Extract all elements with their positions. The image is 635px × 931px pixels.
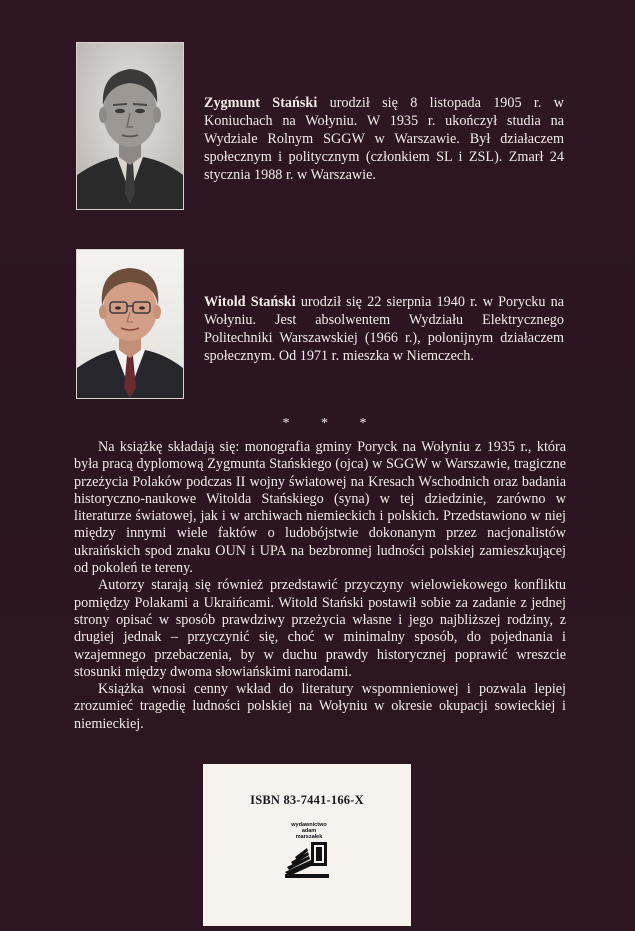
isbn-number: ISBN 83-7441-166-X	[250, 793, 364, 807]
book-description	[74, 439, 566, 733]
author-name-zygmunt: Zygmunt Stański	[204, 95, 318, 111]
description-paragraph-1: Na książkę składają się: monografia gminy Poryck na Wołyniu z 1935 r., która była pracą dyplomową Zygmunta Stańskiego (ojca) w SGGW w Warszawie, tragiczne przeżycia Polaków podczas II wojny światowej na Kresach Wschodnich oraz badania historyczno-naukowe Witolda Stańskiego (syna) w tej dziedzinie, zarówno w literaturze światowej, jak i w archiwach niemieckich i polskich. Przedstawiono w niej między innymi wiele faktów o ludobójstwie dokonanym przez nacjonalistów ukraińskich spod znaku OUN i UPA na bezbronnej ludności polskiej zamieszkującej od pokoleń te tereny.	[74, 439, 566, 577]
isbn-box	[203, 764, 411, 926]
author-bio-zygmunt	[204, 94, 564, 184]
section-separator: * * *	[282, 416, 381, 431]
publisher-logo-line-3: marszałek	[295, 834, 323, 840]
description-paragraph-3: Książka wnosi cenny wkład do literatury wspomnieniowej i pozwala lepiej zrozumieć tragedię ludności polskiej na Wołyniu w okresie okupacji sowieckiej i niemieckiej.	[74, 681, 566, 732]
author-name-witold: Witold Stański	[204, 294, 296, 310]
author-bio-text-witold: urodził się 22 sierpnia 1940 r. w Porycku na Wołyniu. Jest absolwentem Wydziału Elektrycznego Politechniki Warszawskiej (1966 r.), polonijnym działaczem społecznym. Od 1971 r. mieszka w Niemczech.	[204, 294, 564, 364]
author-photo-witold	[76, 249, 184, 399]
publisher-book-icon	[285, 842, 329, 878]
publisher-logo-line-2: adam	[301, 828, 317, 834]
author-bio-witold	[204, 293, 564, 365]
author-photo-zygmunt	[76, 42, 184, 210]
description-paragraph-2: Autorzy starają się również przedstawić przyczyny wielowiekowego konfliktu pomiędzy Polakami a Ukraińcami. Witold Stański postawił sobie za zadanie z jednej strony opisać w sposób prawdziwy przeżycia własne i jego najbliższej rodziny, z drugiej jednak – przyczynić się, choć w minimalny sposób, do pojednania i wzajemnego przebaczenia, by w duchu prawdy historycznej poprawić wreszcie stosunki między dwoma słowiańskimi narodami.	[74, 577, 566, 680]
publisher-logo-line-1: wydawnictwo	[291, 822, 327, 828]
publisher-logo	[281, 820, 337, 880]
author-bio-text-zygmunt: urodził się 8 listopada 1905 r. w Koniuchach na Wołyniu. W 1935 r. ukończył studia na Wydziale Rolnym SGGW w Warszawie. Był działaczem społecznym i politycznym (członkiem SL i ZSL). Zmarł 24 stycznia 1988 r. w Warszawie.	[204, 95, 564, 183]
